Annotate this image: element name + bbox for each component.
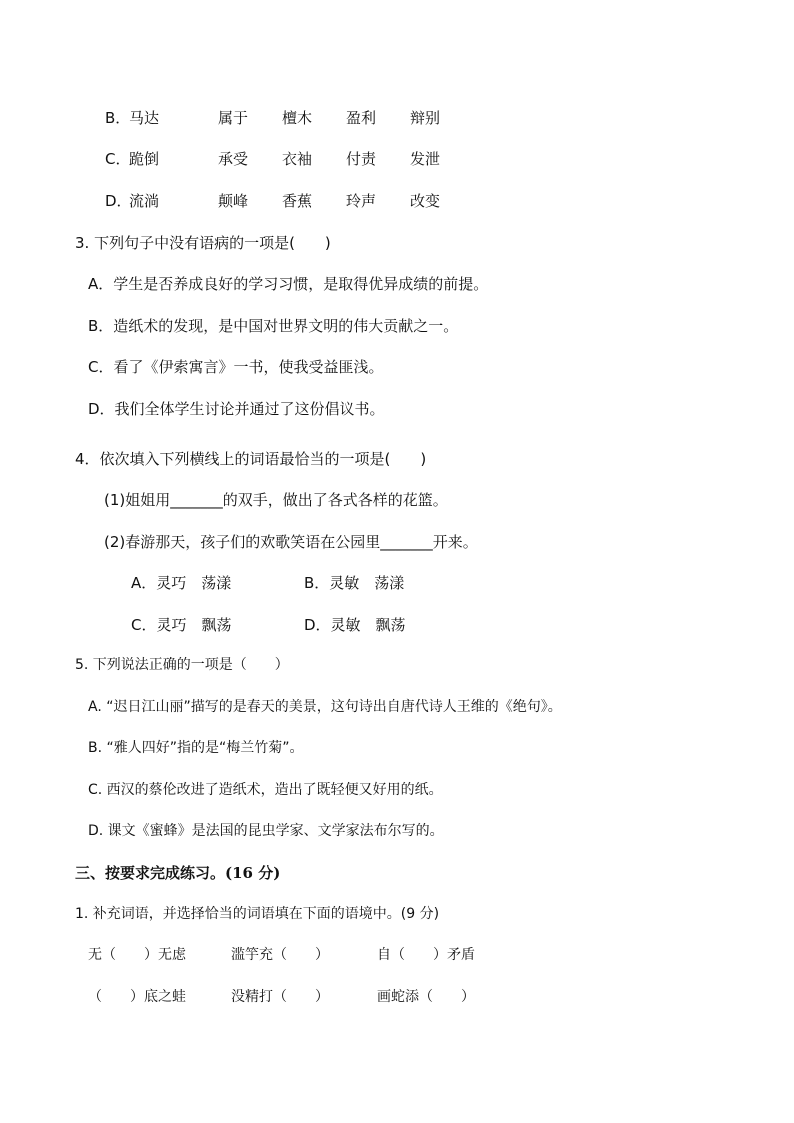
q2-option-c bbox=[105, 149, 440, 169]
option-label: B． bbox=[105, 109, 131, 127]
word: 檀木 bbox=[282, 109, 313, 127]
idiom-blank: 自（ ）矛盾 bbox=[377, 947, 475, 963]
word: 衣袖 bbox=[282, 150, 313, 168]
q2-option-d bbox=[105, 191, 440, 211]
q5-option-d: D. 课文《蜜蜂》是法国的昆虫学家、文学家法布尔写的。 bbox=[88, 823, 444, 839]
word: 流淌 bbox=[129, 192, 160, 210]
section-3-q1-stem: 1. 补充词语，并选择恰当的词语填在下面的语境中。(9 分) bbox=[75, 906, 440, 922]
q5-option-b: B. “雅人四好”指的是“梅兰竹菊”。 bbox=[88, 740, 304, 756]
q5-stem: 5. 下列说法正确的一项是（ ） bbox=[75, 657, 289, 673]
q3-option-b: B．造纸术的发现，是中国对世界文明的伟大贡献之一。 bbox=[88, 317, 459, 335]
q2-option-b bbox=[105, 108, 440, 128]
q4-options-row-2 bbox=[131, 615, 406, 635]
q4-options-row-1 bbox=[131, 573, 404, 593]
idiom-row-1 bbox=[88, 945, 475, 965]
word: 玲声 bbox=[346, 192, 377, 210]
section-3-title: 三、按要求完成练习。(16 分) bbox=[75, 864, 281, 882]
word: 改变 bbox=[410, 192, 441, 210]
idiom-blank: 画蛇添（ ） bbox=[377, 989, 475, 1005]
q4-option-c: C．灵巧 飘荡 bbox=[131, 616, 232, 634]
q5-option-a: A. “迟日江山丽”描写的是春天的美景，这句诗出自唐代诗人王维的《绝句》。 bbox=[88, 699, 562, 715]
q4-sentence-2: (2)春游那天，孩子们的欢歌笑语在公园里_______开来。 bbox=[104, 533, 478, 551]
word: 付责 bbox=[346, 150, 377, 168]
word: 香蕉 bbox=[282, 192, 313, 210]
word: 跪倒 bbox=[129, 150, 160, 168]
q4-option-b: B．灵敏 荡漾 bbox=[304, 574, 405, 592]
idiom-blank: 滥竽充（ ） bbox=[231, 947, 329, 963]
word: 盈利 bbox=[346, 109, 377, 127]
q4-sentence-1: (1)姐姐用_______的双手，做出了各式各样的花篮。 bbox=[104, 491, 448, 509]
word: 属于 bbox=[218, 109, 249, 127]
word: 辩别 bbox=[410, 109, 441, 127]
option-label: C． bbox=[105, 150, 131, 168]
option-label: D． bbox=[105, 192, 132, 210]
idiom-row-2 bbox=[88, 987, 475, 1007]
idiom-blank: 没精打（ ） bbox=[231, 989, 329, 1005]
q4-option-d: D．灵敏 飘荡 bbox=[304, 616, 406, 634]
q4-stem: 4．依次填入下列横线上的词语最恰当的一项是( ) bbox=[75, 450, 427, 468]
q3-option-d: D．我们全体学生讨论并通过了这份倡议书。 bbox=[88, 400, 385, 418]
word: 发泄 bbox=[410, 150, 441, 168]
idiom-blank: （ ）底之蛙 bbox=[88, 989, 186, 1005]
q4-option-a: A．灵巧 荡漾 bbox=[131, 574, 232, 592]
idiom-blank: 无（ ）无虑 bbox=[88, 947, 186, 963]
q5-option-c: C. 西汉的蔡伦改进了造纸术，造出了既轻便又好用的纸。 bbox=[88, 782, 443, 798]
q3-option-a: A．学生是否养成良好的学习习惯，是取得优异成绩的前提。 bbox=[88, 275, 489, 293]
word: 马达 bbox=[129, 109, 160, 127]
q3-stem: 3. 下列句子中没有语病的一项是( ) bbox=[75, 234, 331, 252]
word: 承受 bbox=[218, 150, 249, 168]
word: 颠峰 bbox=[218, 192, 249, 210]
q3-option-c: C．看了《伊索寓言》一书，使我受益匪浅。 bbox=[88, 358, 384, 376]
